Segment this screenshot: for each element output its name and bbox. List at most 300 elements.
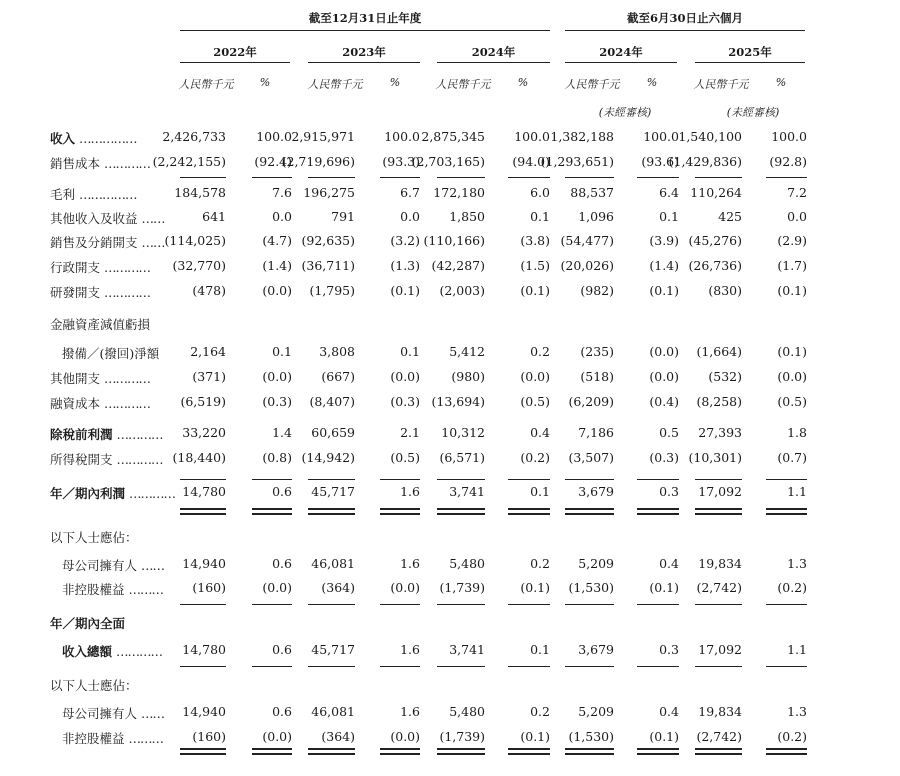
table-cell: (0.2)	[777, 580, 807, 595]
row-label-text: 年／期內利潤	[50, 486, 126, 501]
row-label-text: 母公司擁有人	[62, 558, 138, 573]
table-cell: 0.5	[659, 425, 679, 440]
pct-label: %	[775, 76, 787, 89]
double-underline	[766, 513, 807, 515]
table-cell: (982)	[580, 283, 614, 298]
table-cell: 1.3	[787, 556, 807, 571]
leader-dots: …………	[129, 486, 176, 501]
single-underline	[380, 604, 420, 605]
table-cell: 0.1	[530, 642, 550, 657]
row-label-text: 收入	[50, 131, 76, 146]
table-cell: 3,679	[578, 484, 614, 499]
table-cell: 0.1	[272, 344, 292, 359]
table-cell: (1,795)	[309, 283, 355, 298]
double-underline	[437, 508, 485, 510]
table-cell: 0.2	[530, 704, 550, 719]
group-year-end-rule	[180, 30, 550, 31]
leader-dots: ……	[141, 211, 165, 226]
table-cell: 19,834	[698, 556, 742, 571]
table-cell: (160)	[192, 580, 226, 595]
pct-label: %	[646, 76, 658, 89]
single-underline	[437, 479, 485, 480]
unit-label: 人民幣千元	[307, 78, 363, 91]
table-cell: (0.2)	[520, 450, 550, 465]
year-header-2023: 2023年	[342, 45, 386, 59]
double-underline	[308, 513, 355, 515]
table-cell: (371)	[192, 369, 226, 384]
table-cell: (0.0)	[262, 729, 292, 744]
double-underline	[180, 508, 226, 510]
table-cell: 3,741	[449, 642, 485, 657]
leader-dots: ………	[128, 582, 164, 597]
table-cell: (6,209)	[568, 394, 614, 409]
table-cell: 0.2	[530, 556, 550, 571]
table-cell: 100.0	[771, 129, 807, 144]
leader-dots: …………	[104, 371, 151, 386]
table-cell: (0.0)	[649, 344, 679, 359]
table-cell: 2.1	[400, 425, 420, 440]
leader-dots: ……	[141, 558, 165, 573]
single-underline	[766, 604, 807, 605]
table-cell: (160)	[192, 729, 226, 744]
table-cell: (8,258)	[696, 394, 742, 409]
table-cell: (667)	[321, 369, 355, 384]
row-label-text: 撥備／(撥回)淨額	[62, 346, 160, 361]
double-underline	[565, 508, 614, 510]
group-six-months-label: 截至6月30日止六個月	[626, 11, 743, 25]
table-cell: 45,717	[311, 484, 355, 499]
row-label-text: 年／期內全面	[50, 616, 126, 631]
table-cell: (0.1)	[649, 729, 679, 744]
table-cell: (2,742)	[696, 729, 742, 744]
row-label-text: 非控股權益	[62, 731, 125, 746]
double-underline	[252, 508, 292, 510]
table-cell: (1,530)	[568, 729, 614, 744]
leader-dots: ……	[141, 235, 165, 250]
table-cell: 100.0	[514, 129, 550, 144]
table-cell: 0.6	[272, 484, 292, 499]
leader-dots: ……………	[79, 187, 137, 202]
table-cell: (6,571)	[439, 450, 485, 465]
table-cell: 14,780	[182, 484, 226, 499]
table-cell: (0.1)	[520, 729, 550, 744]
table-cell: 10,312	[441, 425, 485, 440]
table-cell: (0.0)	[390, 369, 420, 384]
table-cell: (0.1)	[520, 283, 550, 298]
table-cell: 0.0	[400, 209, 420, 224]
table-cell: 19,834	[698, 704, 742, 719]
table-cell: 14,940	[182, 556, 226, 571]
table-cell: 88,537	[570, 185, 614, 200]
double-underline	[508, 748, 550, 750]
table-cell: 46,081	[311, 704, 355, 719]
leader-dots: …………	[104, 156, 151, 171]
single-underline	[695, 666, 742, 667]
table-cell: (0.5)	[520, 394, 550, 409]
double-underline	[766, 508, 807, 510]
table-cell: (18,440)	[172, 450, 226, 465]
leader-dots: ……………	[79, 131, 137, 146]
table-cell: (2,742)	[696, 580, 742, 595]
double-underline	[437, 748, 485, 750]
row-label-text: 以下人士應佔：	[50, 678, 138, 693]
double-underline	[565, 748, 614, 750]
table-cell: (13,694)	[431, 394, 485, 409]
table-cell: 5,209	[578, 704, 614, 719]
table-cell: (0.0)	[390, 729, 420, 744]
table-cell: (1.4)	[262, 258, 292, 273]
double-underline	[437, 513, 485, 515]
table-cell: (0.0)	[520, 369, 550, 384]
row-label-text: 所得稅開支	[50, 452, 113, 467]
single-underline	[695, 177, 742, 178]
table-cell: 7,186	[578, 425, 614, 440]
single-underline	[766, 177, 807, 178]
table-cell: (0.3)	[262, 394, 292, 409]
table-cell: (1,530)	[568, 580, 614, 595]
table-cell: 0.0	[272, 209, 292, 224]
year-header-2025-h1: 2025年	[728, 45, 772, 59]
table-cell: 0.6	[272, 704, 292, 719]
single-underline	[637, 479, 679, 480]
leader-dots: …………	[116, 427, 163, 442]
table-cell: (532)	[708, 369, 742, 384]
double-underline	[508, 513, 550, 515]
table-cell: (0.0)	[262, 369, 292, 384]
table-cell: 45,717	[311, 642, 355, 657]
double-underline	[180, 753, 226, 755]
single-underline	[637, 177, 679, 178]
double-underline	[508, 753, 550, 755]
table-cell: 0.4	[659, 556, 679, 571]
year-header-2024-h1: 2024年	[599, 45, 643, 59]
single-underline	[252, 479, 292, 480]
unit-label: 人民幣千元	[435, 78, 491, 91]
row-label	[50, 283, 150, 301]
table-cell: (4.7)	[262, 233, 292, 248]
row-label	[50, 369, 150, 387]
table-cell: (36,711)	[301, 258, 355, 273]
leader-dots: ………	[128, 731, 164, 746]
row-label-text: 融資成本	[50, 396, 101, 411]
single-underline	[637, 604, 679, 605]
table-cell: (364)	[321, 580, 355, 595]
double-underline	[637, 753, 679, 755]
single-underline	[437, 666, 485, 667]
table-cell: 14,940	[182, 704, 226, 719]
double-underline	[252, 748, 292, 750]
table-cell: 2,915,971	[291, 129, 355, 144]
table-cell: 2,164	[190, 344, 226, 359]
table-cell: (0.8)	[262, 450, 292, 465]
row-label-text: 其他收入及收益	[50, 211, 138, 226]
table-cell: (0.4)	[649, 394, 679, 409]
table-cell: (0.1)	[520, 580, 550, 595]
leader-dots: ……	[141, 706, 165, 721]
single-underline	[508, 479, 550, 480]
table-cell: 6.7	[400, 185, 420, 200]
single-underline	[508, 604, 550, 605]
table-cell: 7.6	[272, 185, 292, 200]
single-underline	[508, 666, 550, 667]
table-cell: (0.5)	[390, 450, 420, 465]
double-underline	[308, 508, 355, 510]
double-underline	[508, 508, 550, 510]
row-label-text: 行政開支	[50, 260, 101, 275]
row-label-text: 銷售成本	[50, 156, 101, 171]
table-cell: 0.1	[530, 209, 550, 224]
unit-label: 人民幣千元	[178, 78, 234, 91]
table-cell: (0.2)	[777, 729, 807, 744]
table-cell: 0.6	[272, 642, 292, 657]
table-cell: (2.9)	[777, 233, 807, 248]
table-cell: 1.1	[787, 484, 807, 499]
row-label	[50, 258, 150, 276]
double-underline	[766, 753, 807, 755]
table-cell: 425	[718, 209, 742, 224]
table-cell: 3,741	[449, 484, 485, 499]
double-underline	[637, 748, 679, 750]
table-cell: 0.1	[400, 344, 420, 359]
double-underline	[180, 748, 226, 750]
single-underline	[180, 604, 226, 605]
double-underline	[637, 513, 679, 515]
single-underline	[308, 177, 355, 178]
table-cell: (1.4)	[649, 258, 679, 273]
table-cell: (45,276)	[688, 233, 742, 248]
double-underline	[252, 513, 292, 515]
table-cell: 1,382,188	[550, 129, 614, 144]
double-underline	[565, 513, 614, 515]
table-cell: (32,770)	[172, 258, 226, 273]
table-cell: (3.9)	[649, 233, 679, 248]
table-cell: 1.4	[272, 425, 292, 440]
table-cell: (1,293,651)	[540, 154, 614, 169]
table-cell: (235)	[580, 344, 614, 359]
table-cell: (94.0)	[512, 154, 550, 169]
table-cell: 172,180	[433, 185, 485, 200]
row-label-text: 母公司擁有人	[62, 706, 138, 721]
group-six-months-rule	[565, 30, 805, 31]
table-cell: 0.6	[272, 556, 292, 571]
table-cell: (0.7)	[777, 450, 807, 465]
double-underline	[180, 513, 226, 515]
table-cell: 1,096	[578, 209, 614, 224]
row-label-text: 研發開支	[50, 285, 101, 300]
table-cell: (0.0)	[262, 283, 292, 298]
table-cell: (54,477)	[560, 233, 614, 248]
double-underline	[637, 508, 679, 510]
table-cell: 0.1	[530, 484, 550, 499]
table-cell: 0.4	[530, 425, 550, 440]
table-cell: 7.2	[787, 185, 807, 200]
unit-label: 人民幣千元	[693, 78, 749, 91]
single-underline	[180, 666, 226, 667]
row-label	[50, 676, 138, 694]
table-cell: 0.1	[659, 209, 679, 224]
table-cell: (2,003)	[439, 283, 485, 298]
table-cell: (0.0)	[390, 580, 420, 595]
table-cell: (830)	[708, 283, 742, 298]
row-label-text: 非控股權益	[62, 582, 125, 597]
row-label-text: 銷售及分銷開支	[50, 235, 138, 250]
table-cell: (114,025)	[164, 233, 226, 248]
table-cell: (1.7)	[777, 258, 807, 273]
table-cell: (10,301)	[688, 450, 742, 465]
group-year-end-label: 截至12月31日止年度	[308, 11, 422, 25]
table-cell: (1,739)	[439, 580, 485, 595]
single-underline	[252, 177, 292, 178]
double-underline	[766, 748, 807, 750]
double-underline	[380, 508, 420, 510]
table-cell: 1.3	[787, 704, 807, 719]
table-cell: (14,942)	[301, 450, 355, 465]
double-underline	[695, 753, 742, 755]
table-cell: 0.0	[787, 209, 807, 224]
table-cell: (2,719,696)	[281, 154, 355, 169]
table-cell: (1,429,836)	[668, 154, 742, 169]
single-underline	[308, 479, 355, 480]
table-cell: (3,507)	[568, 450, 614, 465]
table-cell: 3,808	[319, 344, 355, 359]
row-label	[50, 185, 137, 203]
single-underline	[766, 479, 807, 480]
single-underline	[180, 177, 226, 178]
single-underline	[565, 604, 614, 605]
pct-label: %	[517, 76, 529, 89]
table-cell: (3.2)	[390, 233, 420, 248]
table-cell: (1,664)	[696, 344, 742, 359]
table-cell: (92.4)	[254, 154, 292, 169]
year-rule	[565, 62, 677, 63]
table-cell: (518)	[580, 369, 614, 384]
table-cell: 5,412	[449, 344, 485, 359]
table-cell: (0.5)	[777, 394, 807, 409]
single-underline	[437, 177, 485, 178]
table-cell: 1.1	[787, 642, 807, 657]
unaudited-label: (未經審核)	[726, 106, 780, 119]
unit-label: 人民幣千元	[564, 78, 620, 91]
table-cell: 100.0	[384, 129, 420, 144]
table-cell: 184,578	[174, 185, 226, 200]
single-underline	[252, 666, 292, 667]
table-cell: 17,092	[698, 642, 742, 657]
table-cell: (364)	[321, 729, 355, 744]
year-header-2022: 2022年	[213, 45, 257, 59]
double-underline	[695, 508, 742, 510]
single-underline	[308, 666, 355, 667]
table-cell: (0.0)	[262, 580, 292, 595]
single-underline	[565, 479, 614, 480]
table-cell: 14,780	[182, 642, 226, 657]
table-cell: 0.3	[659, 484, 679, 499]
single-underline	[380, 177, 420, 178]
table-cell: (92.8)	[769, 154, 807, 169]
year-rule	[695, 62, 805, 63]
table-cell: 1.6	[400, 556, 420, 571]
table-cell: 2,426,733	[162, 129, 226, 144]
row-label	[50, 154, 150, 172]
single-underline	[437, 604, 485, 605]
table-cell: 1,540,100	[678, 129, 742, 144]
table-cell: 110,264	[690, 185, 742, 200]
year-rule	[437, 62, 550, 63]
table-cell: (1,739)	[439, 729, 485, 744]
single-underline	[766, 666, 807, 667]
table-cell: 1.6	[400, 704, 420, 719]
table-cell: (1.5)	[520, 258, 550, 273]
double-underline	[252, 753, 292, 755]
table-cell: (20,026)	[560, 258, 614, 273]
leader-dots: …………	[116, 644, 163, 659]
table-cell: (0.1)	[649, 580, 679, 595]
table-cell: 5,480	[449, 704, 485, 719]
table-cell: (6,519)	[180, 394, 226, 409]
single-underline	[308, 604, 355, 605]
table-cell: 1.6	[400, 484, 420, 499]
double-underline	[565, 753, 614, 755]
single-underline	[380, 479, 420, 480]
table-cell: 0.4	[659, 704, 679, 719]
table-cell: 2,875,345	[421, 129, 485, 144]
year-rule	[308, 62, 420, 63]
table-cell: 1.6	[400, 642, 420, 657]
single-underline	[180, 479, 226, 480]
double-underline	[695, 513, 742, 515]
table-cell: (42,287)	[431, 258, 485, 273]
table-cell: 100.0	[256, 129, 292, 144]
table-cell: 33,220	[182, 425, 226, 440]
table-cell: 791	[331, 209, 355, 224]
table-cell: 1.8	[787, 425, 807, 440]
table-cell: (26,736)	[688, 258, 742, 273]
table-cell: (1.3)	[390, 258, 420, 273]
row-label-text: 除稅前利潤	[50, 427, 113, 442]
pct-label: %	[389, 76, 401, 89]
table-cell: (93.6)	[641, 154, 679, 169]
table-cell: 6.4	[659, 185, 679, 200]
table-cell: 100.0	[643, 129, 679, 144]
row-label-text: 金融資產減值虧損	[50, 317, 151, 332]
table-cell: (3.8)	[520, 233, 550, 248]
table-cell: (0.1)	[777, 344, 807, 359]
table-cell: (0.3)	[390, 394, 420, 409]
leader-dots: …………	[116, 452, 163, 467]
table-cell: 1,850	[449, 209, 485, 224]
table-cell: (8,407)	[309, 394, 355, 409]
double-underline	[695, 748, 742, 750]
table-cell: (2,703,165)	[411, 154, 485, 169]
year-header-2024: 2024年	[471, 45, 516, 59]
table-cell: (93.3)	[382, 154, 420, 169]
leader-dots: …………	[104, 396, 151, 411]
pct-label: %	[259, 76, 271, 89]
row-label	[50, 129, 137, 147]
table-cell: 5,209	[578, 556, 614, 571]
row-label	[50, 315, 150, 333]
table-cell: 17,092	[698, 484, 742, 499]
table-cell: 0.3	[659, 642, 679, 657]
table-cell: 27,393	[698, 425, 742, 440]
table-cell: 5,480	[449, 556, 485, 571]
table-cell: (0.1)	[390, 283, 420, 298]
table-cell: (0.3)	[649, 450, 679, 465]
table-cell: (0.0)	[649, 369, 679, 384]
single-underline	[637, 666, 679, 667]
row-label-text: 毛利	[50, 187, 76, 202]
double-underline	[380, 513, 420, 515]
double-underline	[437, 753, 485, 755]
